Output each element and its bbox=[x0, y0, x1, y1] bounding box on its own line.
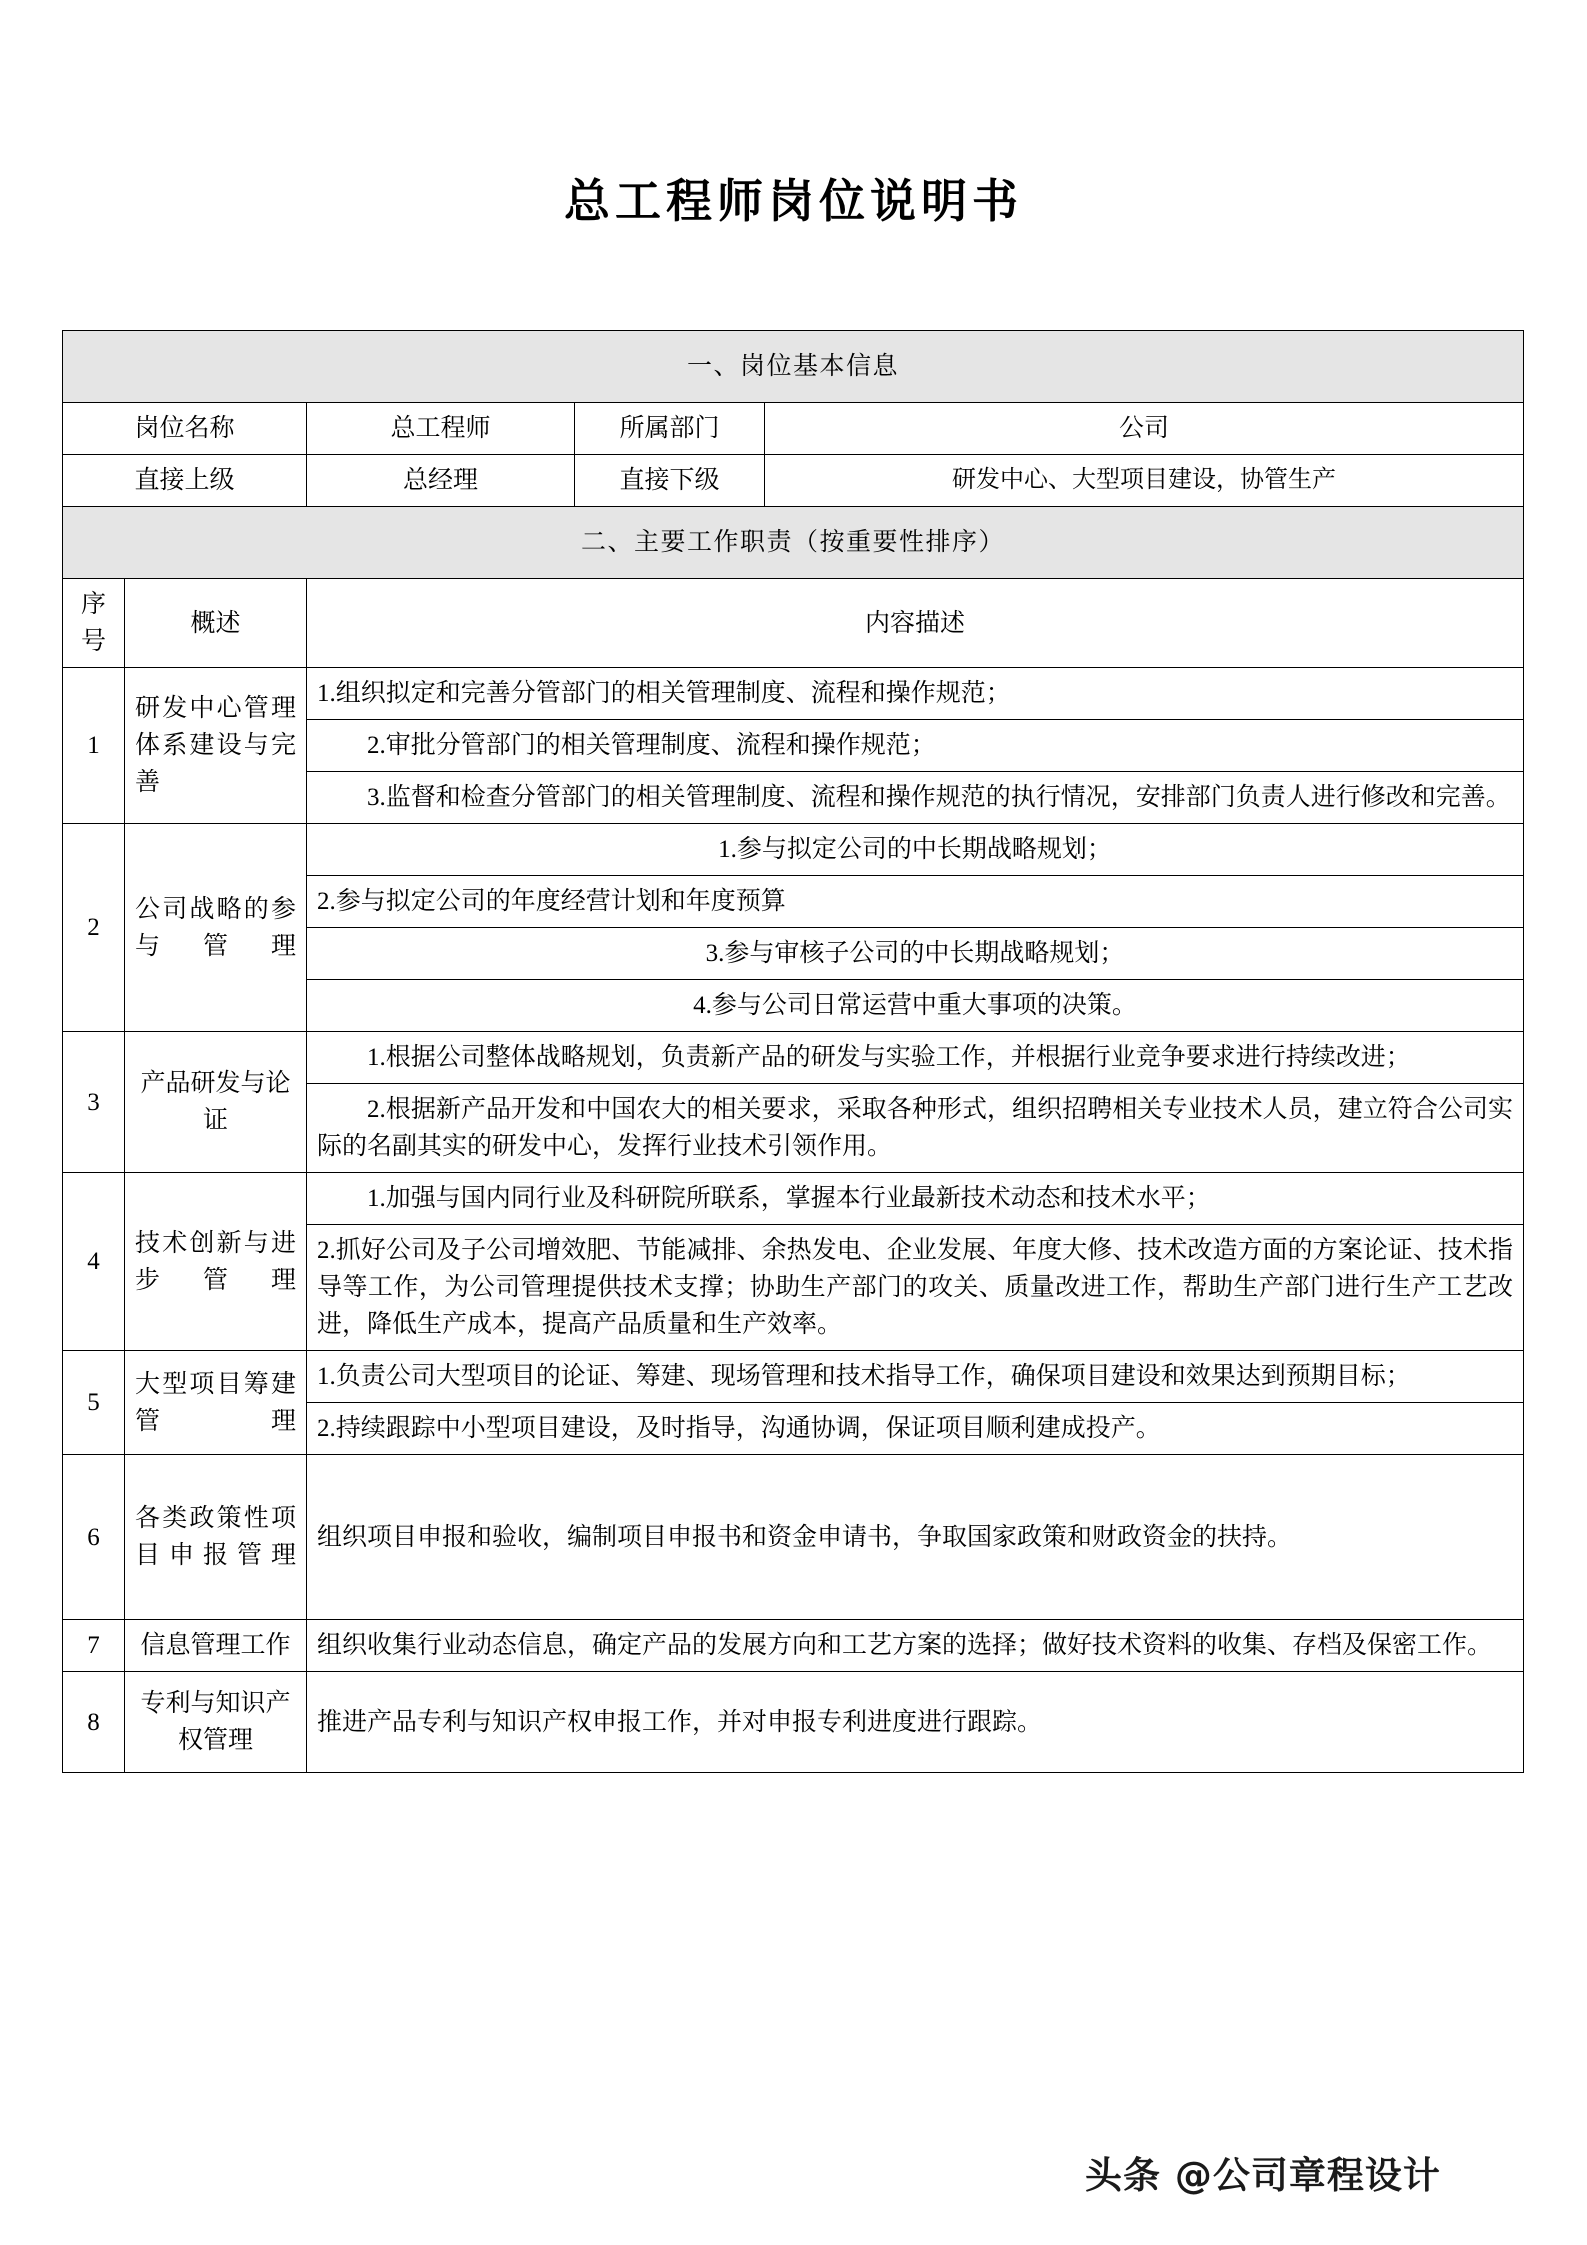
field-value-department: 公司 bbox=[765, 403, 1524, 455]
section1-heading: 一、岗位基本信息 bbox=[63, 331, 1524, 403]
duty-no: 2 bbox=[63, 824, 125, 1032]
table-row bbox=[63, 403, 1524, 455]
duty-item: 3.参与审核子公司的中长期战略规划； bbox=[307, 928, 1524, 980]
duty-item: 1.参与拟定公司的中长期战略规划； bbox=[307, 824, 1524, 876]
column-header-no: 序号 bbox=[63, 579, 125, 668]
duty-brief: 专利与知识产权管理 bbox=[125, 1672, 307, 1773]
duty-item: 4.参与公司日常运营中重大事项的决策。 bbox=[307, 980, 1524, 1032]
table-row bbox=[63, 824, 1524, 876]
column-header-desc: 内容描述 bbox=[307, 579, 1524, 668]
field-value-job-title: 总工程师 bbox=[307, 403, 575, 455]
duty-brief: 信息管理工作 bbox=[125, 1620, 307, 1672]
watermark: 头条 @公司章程设计 bbox=[1085, 2154, 1441, 2197]
page-title: 总工程师岗位说明书 bbox=[564, 174, 1023, 228]
job-description-table bbox=[62, 330, 1524, 1773]
duty-no: 3 bbox=[63, 1032, 125, 1173]
field-value-superior: 总经理 bbox=[307, 455, 575, 507]
table-row bbox=[63, 1672, 1524, 1773]
duty-brief: 研发中心管理体系建设与完善 bbox=[125, 668, 307, 824]
column-header-brief: 概述 bbox=[125, 579, 307, 668]
duty-item: 1.根据公司整体战略规划，负责新产品的研发与实验工作，并根据行业竞争要求进行持续改进； bbox=[307, 1032, 1524, 1084]
duty-item: 1.负责公司大型项目的论证、筹建、现场管理和技术指导工作，确保项目建设和效果达到预期目标； bbox=[307, 1351, 1524, 1403]
table-row bbox=[63, 1173, 1524, 1225]
duty-brief: 产品研发与论证 bbox=[125, 1032, 307, 1173]
duty-no: 1 bbox=[63, 668, 125, 824]
duty-item: 2.根据新产品开发和中国农大的相关要求，采取各种形式，组织招聘相关专业技术人员，建立符合公司实际的名副其实的研发中心，发挥行业技术引领作用。 bbox=[307, 1084, 1524, 1173]
duty-item: 2.参与拟定公司的年度经营计划和年度预算 bbox=[307, 876, 1524, 928]
duty-item: 2.抓好公司及子公司增效肥、节能减排、余热发电、企业发展、年度大修、技术改造方面的方案论证、技术指导等工作，为公司管理提供技术支撑；协助生产部门的攻关、质量改进工作，帮助生产部门进行生产工艺改进，降低生产成本，提高产品质量和生产效率。 bbox=[307, 1225, 1524, 1351]
table-row bbox=[63, 455, 1524, 507]
duty-no: 4 bbox=[63, 1173, 125, 1351]
duty-item: 1.加强与国内同行业及科研院所联系，掌握本行业最新技术动态和技术水平； bbox=[307, 1173, 1524, 1225]
duty-no: 7 bbox=[63, 1620, 125, 1672]
duty-item: 2.审批分管部门的相关管理制度、流程和操作规范； bbox=[307, 720, 1524, 772]
duty-item: 组织项目申报和验收，编制项目申报书和资金申请书，争取国家政策和财政资金的扶持。 bbox=[307, 1455, 1524, 1620]
duty-item: 组织收集行业动态信息，确定产品的发展方向和工艺方案的选择；做好技术资料的收集、存档及保密工作。 bbox=[307, 1620, 1524, 1672]
field-label-job-title: 岗位名称 bbox=[63, 403, 307, 455]
field-value-subordinate: 研发中心、大型项目建设，协管生产 bbox=[765, 455, 1524, 507]
duty-brief: 大型项目筹建管理 bbox=[125, 1351, 307, 1455]
duty-column-header-row bbox=[63, 579, 1524, 668]
table-row bbox=[63, 1455, 1524, 1620]
duty-item: 2.持续跟踪中小型项目建设，及时指导，沟通协调，保证项目顺利建成投产。 bbox=[307, 1403, 1524, 1455]
section2-heading-row bbox=[63, 507, 1524, 579]
duty-item: 1.组织拟定和完善分管部门的相关管理制度、流程和操作规范； bbox=[307, 668, 1524, 720]
section2-heading: 二、主要工作职责（按重要性排序） bbox=[63, 507, 1524, 579]
table-row bbox=[63, 1620, 1524, 1672]
duty-brief: 技术创新与进步管理 bbox=[125, 1173, 307, 1351]
duty-item: 3.监督和检查分管部门的相关管理制度、流程和操作规范的执行情况，安排部门负责人进行修改和完善。 bbox=[307, 772, 1524, 824]
section1-heading-row bbox=[63, 331, 1524, 403]
table-row bbox=[63, 1032, 1524, 1084]
duty-brief: 各类政策性项目申报管理 bbox=[125, 1455, 307, 1620]
field-label-superior: 直接上级 bbox=[63, 455, 307, 507]
duty-brief: 公司战略的参与管理 bbox=[125, 824, 307, 1032]
field-label-department: 所属部门 bbox=[575, 403, 765, 455]
duty-item: 推进产品专利与知识产权申报工作，并对申报专利进度进行跟踪。 bbox=[307, 1672, 1524, 1773]
duty-no: 8 bbox=[63, 1672, 125, 1773]
table-row bbox=[63, 1351, 1524, 1403]
duty-no: 5 bbox=[63, 1351, 125, 1455]
duty-no: 6 bbox=[63, 1455, 125, 1620]
table-row bbox=[63, 668, 1524, 720]
field-label-subordinate: 直接下级 bbox=[575, 455, 765, 507]
